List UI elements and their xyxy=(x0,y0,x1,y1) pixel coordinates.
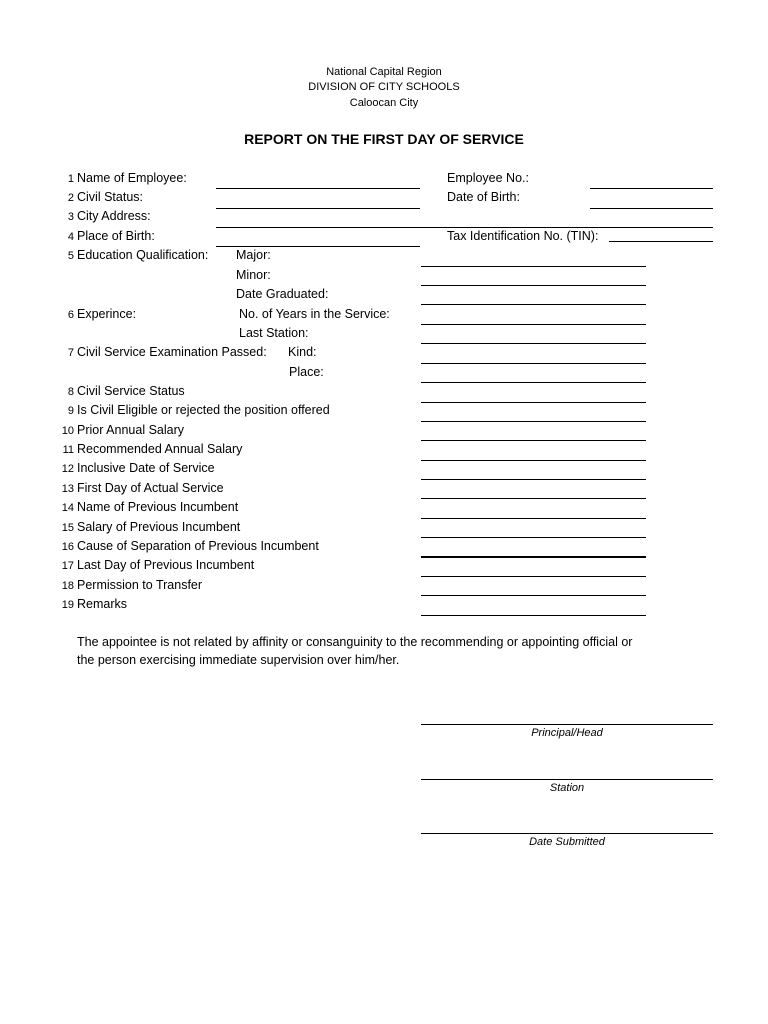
minor-field[interactable] xyxy=(421,285,646,286)
last-day-previous-incumbent-field[interactable] xyxy=(421,576,646,577)
station-signature-line[interactable] xyxy=(421,779,713,780)
field-number-3: 3 xyxy=(67,211,74,223)
header-region: National Capital Region xyxy=(326,66,442,78)
date-graduated-field[interactable] xyxy=(421,304,646,305)
label-date-of-birth: Date of Birth: xyxy=(447,190,520,204)
field-number-18: 18 xyxy=(61,580,74,592)
date-submitted-caption: Date Submitted xyxy=(529,836,605,848)
label-permission-to-transfer: Permission to Transfer xyxy=(77,578,203,592)
field-number-9: 9 xyxy=(67,405,74,417)
field-number-4: 4 xyxy=(67,231,74,243)
field-number-13: 13 xyxy=(61,483,74,495)
label-civil-status: Civil Status: xyxy=(77,190,143,204)
label-civil-service-status: Civil Service Status xyxy=(77,384,185,398)
field-number-14: 14 xyxy=(61,502,74,514)
label-recommended-annual-salary: Recommended Annual Salary xyxy=(77,442,243,456)
label-civil-eligible: Is Civil Eligible or rejected the position offered xyxy=(77,403,330,417)
label-inclusive-date: Inclusive Date of Service xyxy=(77,461,215,475)
label-tin: Tax Identification No. (TIN): xyxy=(447,229,599,243)
label-name-of-employee: Name of Employee: xyxy=(77,171,187,185)
city-address-field[interactable] xyxy=(216,227,713,228)
field-number-10: 10 xyxy=(61,425,74,437)
principal-caption: Principal/Head xyxy=(531,727,603,739)
label-date-graduated: Date Graduated: xyxy=(236,287,329,301)
field-number-15: 15 xyxy=(61,522,74,534)
label-salary-previous-incumbent: Salary of Previous Incumbent xyxy=(77,520,241,534)
field-number-1: 1 xyxy=(67,173,74,185)
field-number-12: 12 xyxy=(61,463,74,475)
employee-no-field[interactable] xyxy=(590,188,713,189)
label-civil-service-exam: Civil Service Examination Passed: xyxy=(77,345,267,359)
label-minor: Minor: xyxy=(236,268,271,282)
major-field[interactable] xyxy=(421,266,646,267)
label-years-in-service: No. of Years in the Service: xyxy=(239,307,390,321)
label-experience: Experince: xyxy=(77,307,137,321)
years-in-service-field[interactable] xyxy=(421,324,646,325)
civil-status-field[interactable] xyxy=(216,208,420,209)
field-number-5: 5 xyxy=(67,250,74,262)
header-city: Caloocan City xyxy=(349,97,419,109)
principal-signature-line[interactable] xyxy=(421,724,713,725)
field-number-16: 16 xyxy=(61,541,74,553)
remarks-field[interactable] xyxy=(421,615,646,616)
label-city-address: City Address: xyxy=(77,209,151,223)
label-remarks: Remarks xyxy=(77,597,128,611)
last-station-field[interactable] xyxy=(421,343,646,344)
civil-eligible-field[interactable] xyxy=(421,421,646,422)
place-field[interactable] xyxy=(421,382,646,383)
place-of-birth-field[interactable] xyxy=(216,246,420,247)
name-of-employee-field[interactable] xyxy=(216,188,420,189)
salary-previous-incumbent-field[interactable] xyxy=(421,537,646,538)
label-prior-annual-salary: Prior Annual Salary xyxy=(77,423,185,437)
recommended-annual-salary-field[interactable] xyxy=(421,460,646,461)
station-caption: Station xyxy=(549,782,585,794)
cause-of-separation-field[interactable] xyxy=(421,556,646,558)
civil-service-status-field[interactable] xyxy=(421,402,646,403)
field-number-17: 17 xyxy=(61,560,74,572)
kind-field[interactable] xyxy=(421,363,646,364)
tin-field[interactable] xyxy=(609,241,713,242)
prior-annual-salary-field[interactable] xyxy=(421,440,646,441)
label-place-of-birth: Place of Birth: xyxy=(77,229,155,243)
label-major: Major: xyxy=(236,248,271,262)
field-number-6: 6 xyxy=(67,309,74,321)
field-number-11: 11 xyxy=(62,444,74,456)
name-previous-incumbent-field[interactable] xyxy=(421,518,646,519)
first-day-actual-service-field[interactable] xyxy=(421,498,646,499)
field-number-8: 8 xyxy=(67,386,74,398)
label-name-previous-incumbent: Name of Previous Incumbent xyxy=(77,500,239,514)
label-education-qualification: Education Qualification: xyxy=(77,248,209,262)
label-last-station: Last Station: xyxy=(239,326,309,340)
field-number-19: 19 xyxy=(61,599,74,611)
date-submitted-line[interactable] xyxy=(421,833,713,834)
inclusive-date-field[interactable] xyxy=(421,479,646,480)
label-first-day-actual-service: First Day of Actual Service xyxy=(77,481,224,495)
header-division: DIVISION OF CITY SCHOOLS xyxy=(308,81,460,93)
label-place: Place: xyxy=(289,365,324,379)
date-of-birth-field[interactable] xyxy=(590,208,713,209)
form-title: REPORT ON THE FIRST DAY OF SERVICE xyxy=(244,131,524,147)
label-cause-of-separation: Cause of Separation of Previous Incumbent xyxy=(77,539,319,553)
label-employee-no: Employee No.: xyxy=(447,171,529,185)
label-kind: Kind: xyxy=(288,345,317,359)
label-last-day-previous-incumbent: Last Day of Previous Incumbent xyxy=(77,558,255,572)
field-number-7: 7 xyxy=(67,347,74,359)
field-number-2: 2 xyxy=(67,192,74,204)
affinity-statement: The appointee is not related by affinity or consanguinity to the recommending or appointing official or the person exercising immediate supervision over him/her. xyxy=(77,635,633,667)
permission-to-transfer-field[interactable] xyxy=(421,595,646,596)
